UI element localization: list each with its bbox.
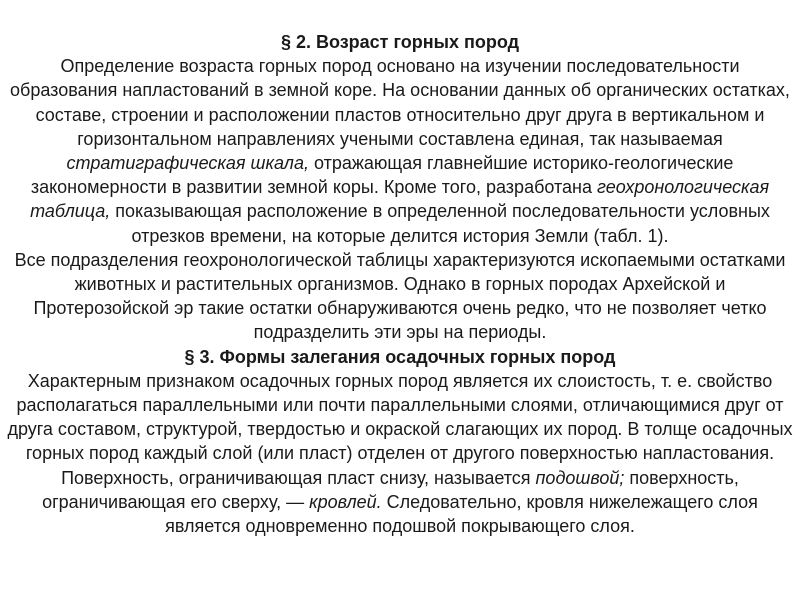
section-3-paragraph-1-text-3: Следовательно, кровля нижележащего слоя является одновременно подошвой покрывающего слоя. xyxy=(165,491,758,537)
section-3-paragraph-1-text-1: Характерным признаком осадочных горных пород является их слоистость, т. е. свойство располагаться параллельными или почти параллельными слоями, отличающимися друг от друга составом, структурой, твердостью и окраской слагающих их пород. В толще осадочных горных пород каждый слой (или пласт) отделен от другого поверхностью напластования. Поверхность, ограничивающая пласт снизу, называется xyxy=(7,370,793,488)
section-3-heading: § 3. Формы залегания осадочных горных пород xyxy=(184,346,616,367)
section-2-heading: § 2. Возраст горных пород xyxy=(280,32,520,52)
section-3-paragraph-1 xyxy=(6,369,794,538)
section-3-paragraph-1-text-2: поверхность, ограничивающая его сверху, — xyxy=(42,467,739,512)
term-geochronological-table: геохронологическая таблица, xyxy=(30,177,770,222)
section-2-paragraph-1-text-3: показывающая расположение в определенной последовательности условных отрезков времени, на которые делится история Земли (табл. 1). xyxy=(110,201,770,246)
term-footwall: подошвой; xyxy=(535,467,625,488)
term-roof: кровлей. xyxy=(309,491,382,512)
section-2-paragraph-1-text-2: отражающая главнейшие историко-геологические закономерности в развитии земной коры. Кроме того, разработана xyxy=(30,153,734,198)
term-stratigraphic-scale: стратиграфическая шкала, xyxy=(66,153,309,174)
section-2-paragraph-1 xyxy=(6,54,794,248)
section-2-paragraph-1-text-1: Определение возраста горных пород основано на изучении последовательности образования напластований в земной коре. На основании данных об органических остатках, составе, строении и расположении пластов относительно друг друга в вертикальном и горизонтальном направлениях учеными составлена единая, так называемая xyxy=(10,56,790,149)
section-2-paragraph-2: Все подразделения геохронологической таблицы характеризуются ископаемыми остатками животных и растительных организмов. Однако в горных породах Архейской и Протерозойской эр такие остатки обнаруживаются очень редко, что не позволяет четко подразделить эти эры на периоды. xyxy=(14,249,786,343)
